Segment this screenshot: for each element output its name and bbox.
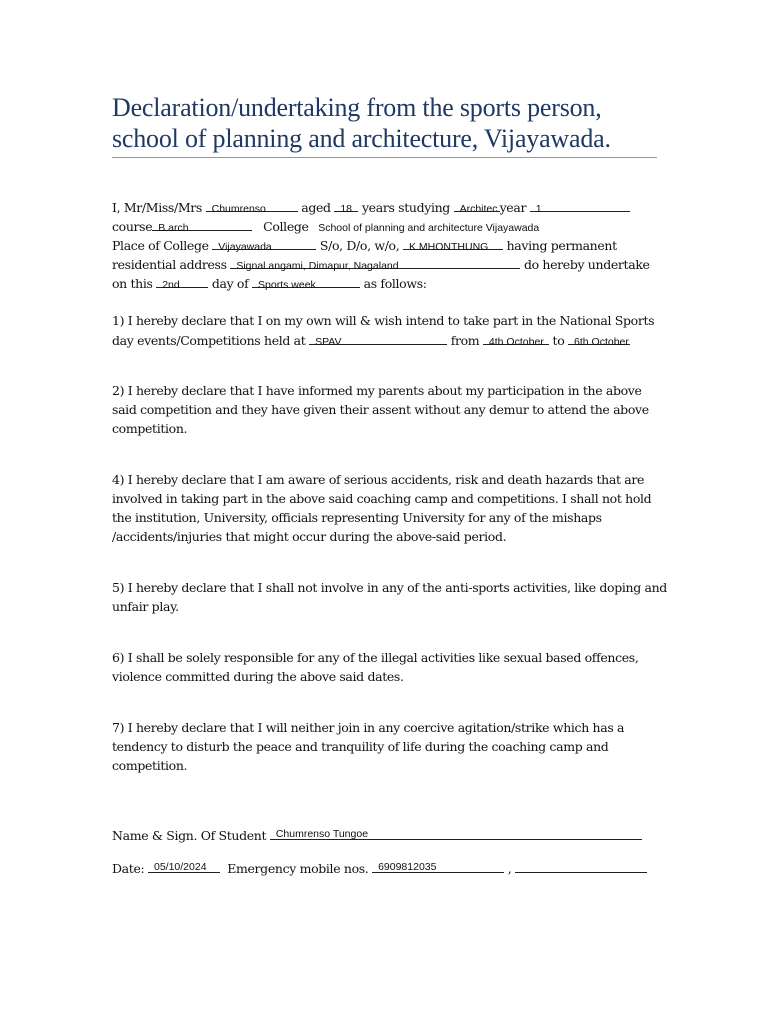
relation-field[interactable] — [403, 235, 503, 253]
age-field[interactable] — [334, 197, 358, 215]
student-name-value: Chumrenso Tungoe — [275, 828, 369, 840]
venue-value: SPAV — [315, 336, 342, 348]
course-label: course — [112, 219, 153, 234]
declaration-5-line: unfair play. — [112, 599, 179, 614]
declaration-4-line: /accidents/injuries that might occur during the above-said period. — [112, 529, 507, 544]
date-value: 05/10/2024 — [153, 861, 207, 873]
college-label: College — [263, 219, 309, 234]
prefix-label: I, Mr/Miss/Mrs — [112, 200, 202, 215]
undertake-label: do hereby undertake — [523, 257, 650, 272]
address-label: residential address — [112, 257, 227, 272]
place-label: Place of College — [112, 238, 209, 253]
aged-label: aged — [301, 200, 331, 215]
day-value: 2nd — [162, 279, 180, 291]
year-label: year — [499, 200, 527, 215]
signature-line — [112, 825, 672, 843]
place-field[interactable] — [212, 235, 316, 253]
from-date-field[interactable] — [483, 330, 549, 348]
declaration-7-line: 7) I hereby declare that I will neither join in any coercive agitation/strike which has a — [112, 720, 625, 735]
year-field[interactable] — [530, 197, 630, 215]
declaration-1-line-1: 1) I hereby declare that I on my own will & wish intend to take part in the National Sports — [112, 313, 655, 328]
college-value: School of planning and architecture Vijayawada — [318, 222, 540, 234]
declaration-7 — [112, 718, 672, 775]
year-value: 1 — [535, 203, 542, 215]
name-field[interactable] — [206, 197, 298, 215]
relation-value: K.MHONTHUNG — [408, 241, 489, 253]
to-date-field[interactable] — [568, 330, 630, 348]
address-field[interactable] — [230, 254, 520, 272]
residence-label: having permanent — [506, 238, 617, 253]
relation-label: S/o, D/o, w/o, — [319, 238, 400, 253]
place-value: Vijayawada — [218, 241, 272, 253]
course-value: B.arch — [158, 222, 189, 234]
mobile-label: Emergency mobile nos. — [227, 861, 369, 876]
studying-label: years studying — [361, 200, 450, 215]
declaration-body — [112, 197, 672, 775]
declaration-2-line: 2) I hereby declare that I have informed my parents about my participation in the above — [112, 383, 642, 398]
from-label: from — [450, 333, 480, 348]
to-label: to — [552, 333, 565, 348]
mobile-field-1[interactable] — [372, 858, 504, 873]
student-name-label: Name & Sign. Of Student — [112, 828, 267, 843]
form-line-2 — [112, 216, 672, 235]
studying-field[interactable] — [454, 197, 500, 212]
declaration-4-line: 4) I hereby declare that I am aware of serious accidents, risk and death hazards that are — [112, 472, 645, 487]
title-divider — [112, 157, 657, 158]
date-mobile-line — [112, 858, 672, 876]
declaration-1-line-2 — [112, 330, 672, 349]
declaration-7-line: tendency to disturb the peace and tranquility of life during the coaching camp and — [112, 739, 609, 754]
date-field[interactable] — [148, 858, 220, 873]
day-field[interactable] — [156, 273, 208, 291]
month-field[interactable] — [252, 273, 360, 291]
declaration-6-line: 6) I shall be solely responsible for any of the illegal activities like sexual based offences, — [112, 650, 639, 665]
day-of-label: day of — [211, 276, 249, 291]
venue-label: day events/Competitions held at — [112, 333, 306, 348]
declaration-2-line: said competition and they have given their assent without any demur to attend the above — [112, 402, 649, 417]
mobile-value: 6909812035 — [378, 861, 437, 873]
declaration-5-line: 5) I hereby declare that I shall not involve in any of the anti-sports activities, like doping and — [112, 580, 667, 595]
name-value: Chumrenso — [211, 203, 266, 215]
declaration-4 — [112, 470, 672, 546]
title-line-1: Declaration/undertaking from the sports person, — [112, 93, 602, 122]
studying-value: Architec — [459, 203, 498, 212]
declaration-2-line: competition. — [112, 421, 188, 436]
to-date-value: 6th October — [574, 336, 629, 348]
document-title — [112, 92, 672, 154]
age-value: 18 — [340, 203, 353, 215]
title-line-2: school of planning and architecture, Vijayawada. — [112, 124, 611, 153]
declaration-2 — [112, 381, 672, 438]
month-value: Sports week — [258, 279, 316, 291]
venue-field[interactable] — [309, 330, 447, 348]
from-date-value: 4th October — [488, 336, 544, 348]
date-label: Date: — [112, 861, 145, 876]
declaration-4-line: the institution, University, officials representing University for any of the mishaps — [112, 510, 602, 525]
college-field[interactable] — [312, 216, 540, 234]
form-line-1 — [112, 197, 672, 216]
declaration-6 — [112, 648, 672, 686]
course-field[interactable] — [152, 216, 252, 234]
declaration-6-line: violence committed during the above said dates. — [112, 669, 404, 684]
follows-label: as follows: — [363, 276, 427, 291]
form-line-4 — [112, 254, 672, 273]
address-value: Signal angami, Dimapur, Nagaland — [236, 260, 399, 272]
student-name-field[interactable] — [270, 825, 642, 840]
comma-separator: , — [507, 861, 512, 876]
declaration-4-line: involved in taking part in the above said coaching camp and competitions. I shall not hold — [112, 491, 652, 506]
declaration-5 — [112, 578, 672, 616]
on-this-label: on this — [112, 276, 153, 291]
mobile-field-2[interactable] — [515, 858, 647, 873]
declaration-7-line: competition. — [112, 758, 188, 773]
